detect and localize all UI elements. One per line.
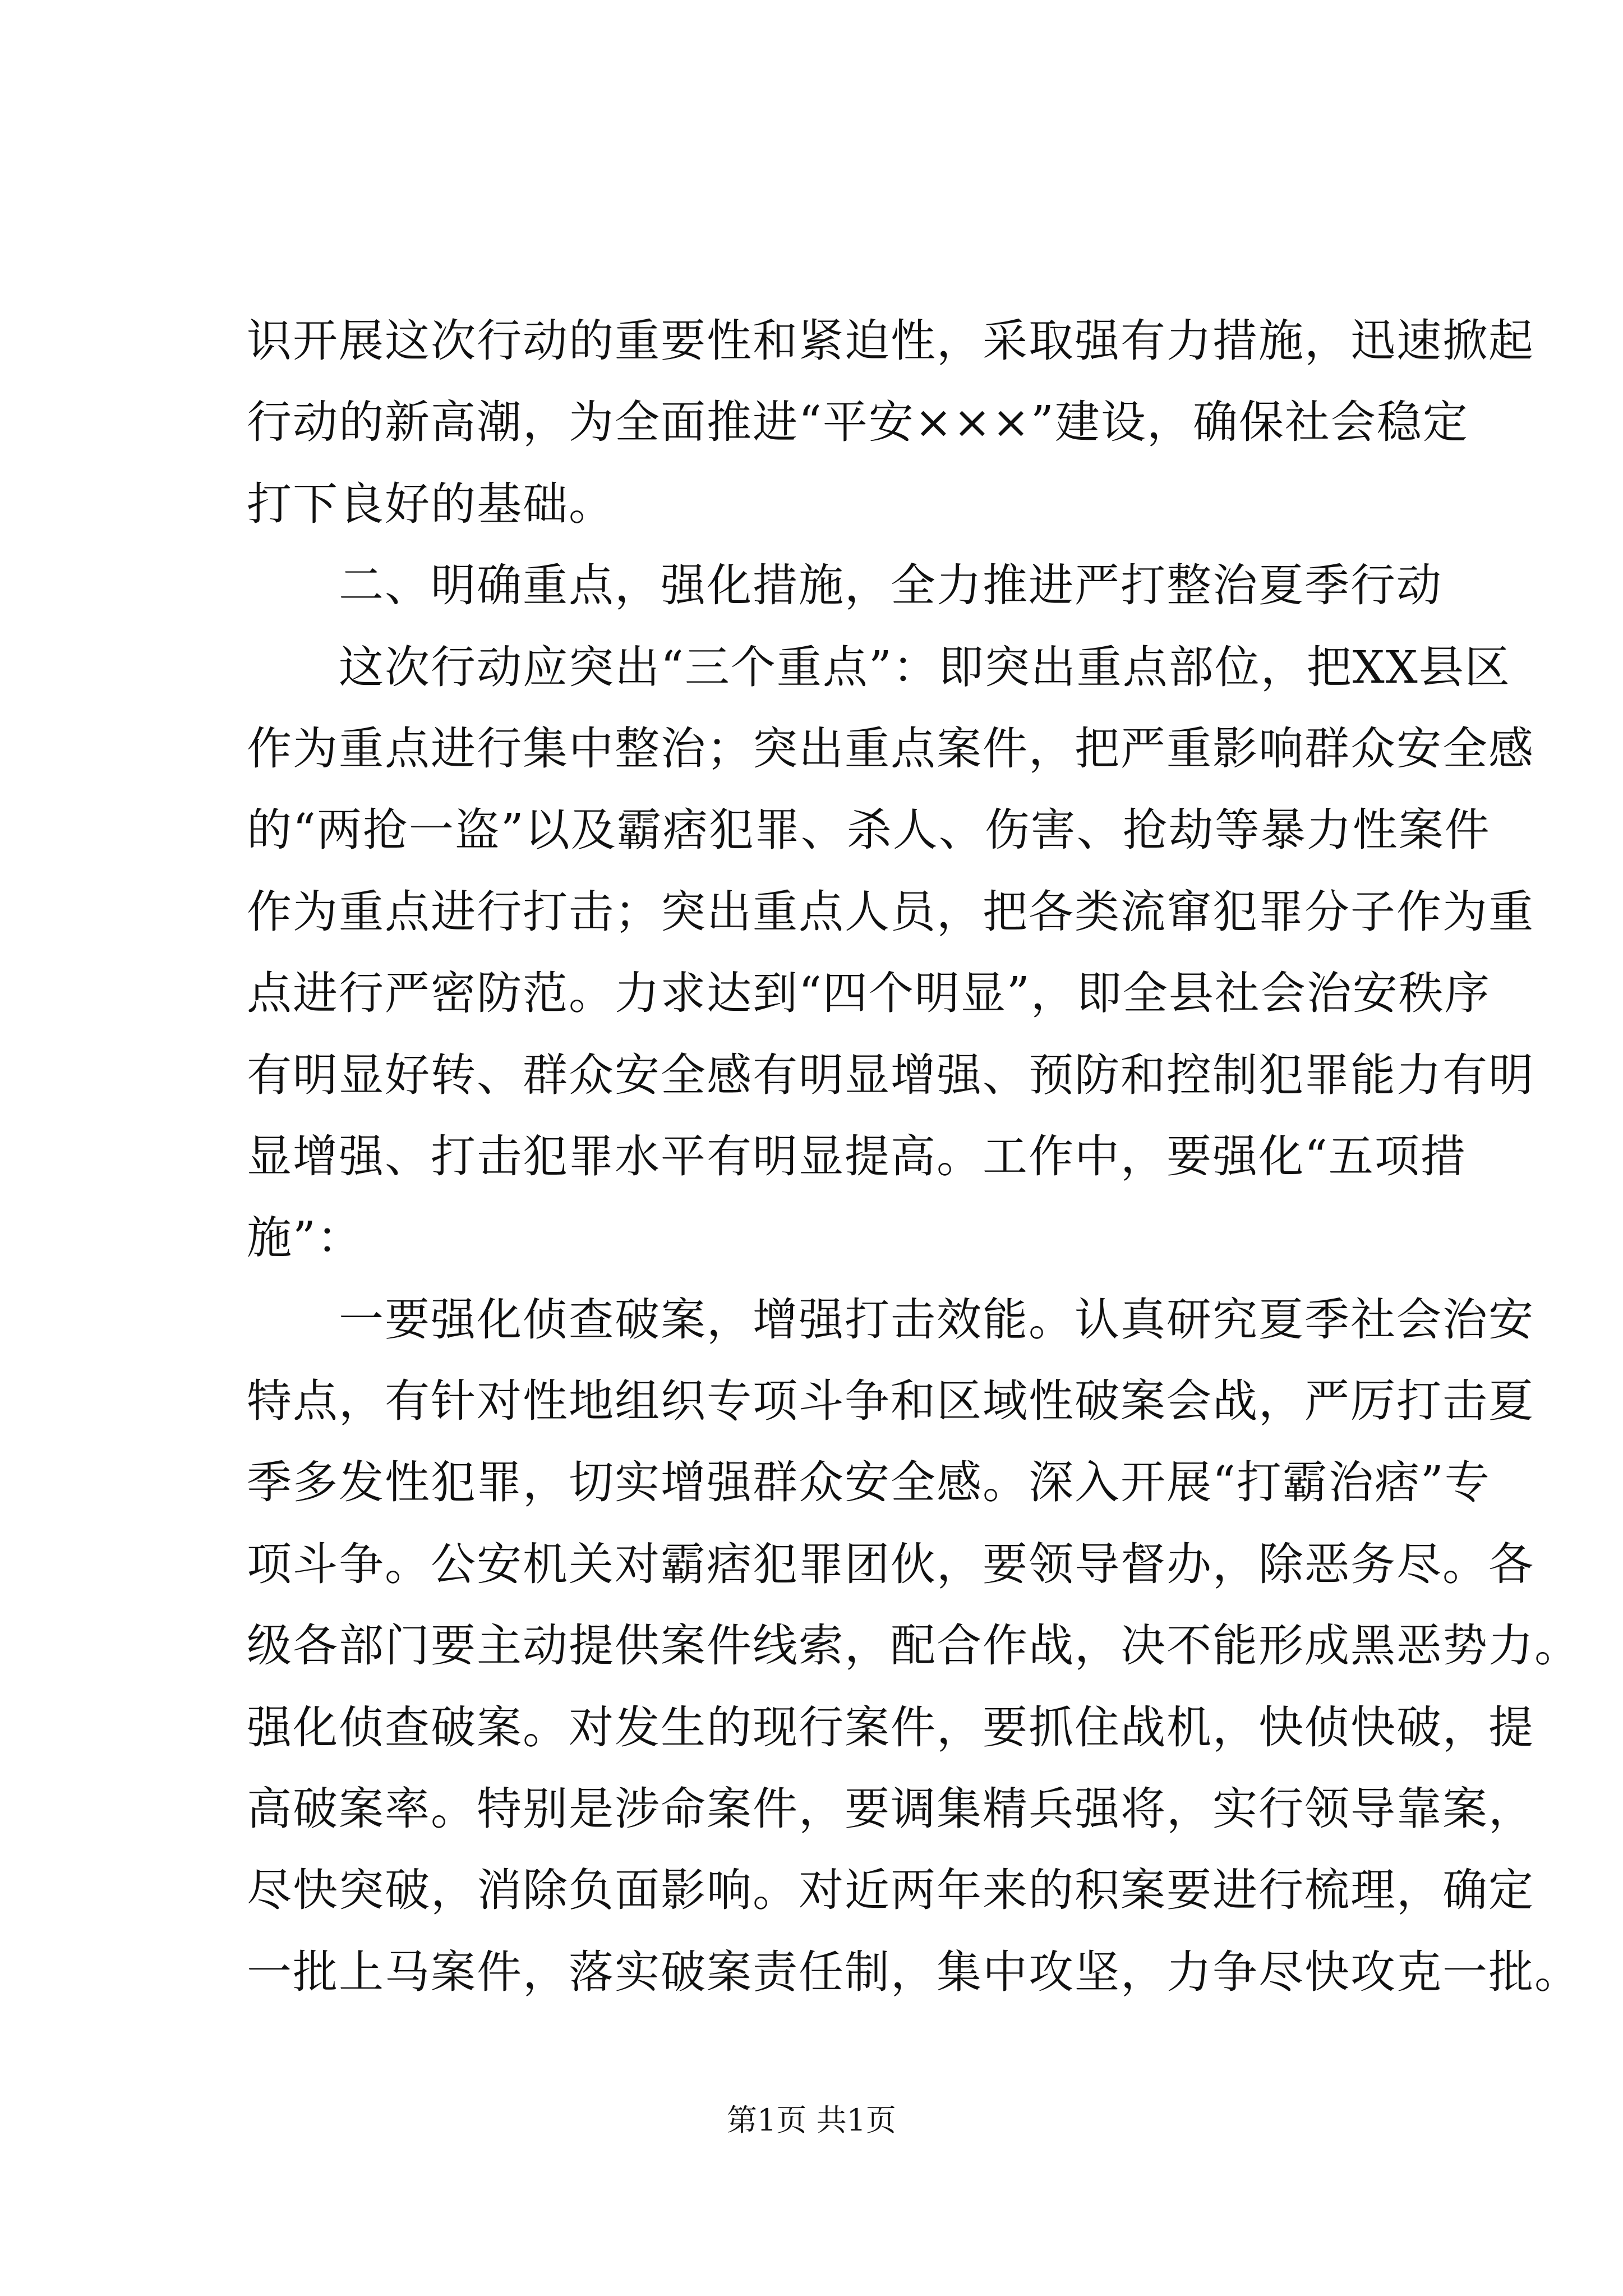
text-line: 强化侦查破案。对发生的现行案件，要抓住战机，快侦快破，提 [247, 1701, 1534, 1754]
text-line: 行动的新高潮，为全面推进“平安×××”建设，确保社会稳定 [247, 396, 1469, 449]
page-footer: 第1页 共1页 [727, 2102, 896, 2138]
text-line: 高破案率。特别是涉命案件，要调集精兵强将，实行领导靠案， [247, 1783, 1534, 1835]
text-line: 施”： [247, 1212, 363, 1264]
text-line: 季多发性犯罪，切实增强群众安全感。深入开展“打霸治痞”专 [247, 1456, 1491, 1509]
text-line: 这次行动应突出“三个重点”：即突出重点部位，把XX县区 [247, 641, 1511, 693]
text-line: 的“两抢一盗”以及霸痞犯罪、杀人、伤害、抢劫等暴力性案件 [247, 804, 1491, 857]
text-line: 识开展这次行动的重要性和紧迫性，采取强有力措施，迅速掀起 [247, 315, 1534, 367]
document-body [247, 300, 1580, 2013]
text-line: 点进行严密防范。力求达到“四个明显”，即全县社会治安秩序 [247, 967, 1491, 1020]
text-line: 特点，有针对性地组织专项斗争和区域性破案会战，严厉打击夏 [247, 1375, 1534, 1428]
text-line: 打下良好的基础。 [247, 477, 615, 530]
text-line: 作为重点进行打击；突出重点人员，把各类流窜犯罪分子作为重 [247, 885, 1534, 938]
text-line: 一批上马案件，落实破案责任制，集中攻坚，力争尽快攻克一批。 [247, 1945, 1580, 1998]
text-line: 作为重点进行集中整治；突出重点案件，把严重影响群众安全感 [247, 722, 1534, 775]
text-line: 级各部门要主动提供案件线索，配合作战，决不能形成黑恶势力。 [247, 1619, 1580, 1672]
section-heading: 二、明确重点，强化措施，全力推进严打整治夏季行动 [247, 559, 1442, 612]
text-line: 尽快突破，消除负面影响。对近两年来的积案要进行梳理，确定 [247, 1864, 1534, 1917]
text-line: 有明显好转、群众安全感有明显增强、预防和控制犯罪能力有明 [247, 1048, 1534, 1101]
text-line: 项斗争。公安机关对霸痞犯罪团伙，要领导督办，除恶务尽。各 [247, 1538, 1534, 1590]
text-line: 显增强、打击犯罪水平有明显提高。工作中，要强化“五项措 [247, 1130, 1467, 1182]
text-line: 一要强化侦查破案，增强打击效能。认真研究夏季社会治安 [247, 1293, 1534, 1346]
